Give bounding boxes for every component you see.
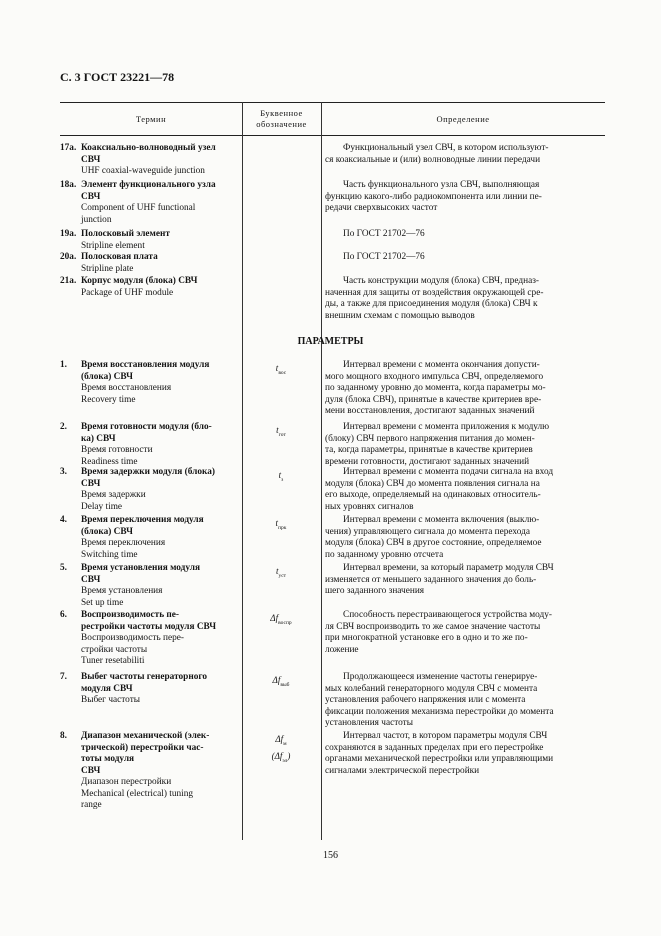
definition-line: Функциональный узел СВЧ, в котором используют- bbox=[343, 143, 549, 153]
term-synonym: Tuner resetabiliti bbox=[81, 656, 145, 666]
definition-line: фиксации положения механизма перестройки до момента bbox=[325, 706, 554, 717]
term-synonym: Component of UHF functional bbox=[81, 203, 196, 213]
term-name-bold: 18а. Элемент функционального узла bbox=[60, 180, 216, 190]
definition-line: ся коаксиальные и (или) волноводные линии передачи bbox=[325, 154, 541, 165]
letter-symbol: $t_з$ bbox=[278, 470, 284, 483]
term-name-bold: тоты модуля bbox=[81, 754, 135, 764]
term-number: 17а. bbox=[60, 143, 77, 153]
term-name-bold: 3. Время задержки модуля (блока) bbox=[60, 467, 215, 477]
term-synonym: range bbox=[81, 800, 102, 810]
definition-line: дуля (блока СВЧ), принятые в качестве критериев вре- bbox=[325, 394, 542, 405]
term-cell bbox=[60, 422, 240, 468]
definition-line: установления частоты bbox=[325, 718, 413, 728]
column-divider-right bbox=[321, 102, 322, 840]
definition-line: редачи сверхвысоких частот bbox=[325, 203, 438, 213]
term-cell bbox=[60, 252, 240, 275]
definition-line: чения) управляющего сигнала до момента перехода bbox=[325, 526, 530, 537]
definition-line: модуля (блока) СВЧ в другое состояние, определяемое bbox=[325, 538, 542, 548]
letter-symbol: $t_{вос}$ bbox=[275, 363, 287, 376]
definition-line: его выходе, определяемый на одинаковых относитель- bbox=[325, 490, 541, 500]
definition-cell bbox=[325, 610, 605, 656]
column-header-term: Термин bbox=[135, 114, 167, 124]
term-synonym: Switching time bbox=[81, 549, 138, 560]
term-cell bbox=[60, 143, 240, 178]
definition-line: наченная для защиты от воздействия окружающей сре- bbox=[325, 287, 544, 298]
definition-line: Часть функционального узла СВЧ, выполняющая bbox=[343, 180, 540, 190]
definition-line: Интервал частот, в котором параметры модуля СВЧ bbox=[343, 731, 548, 741]
definition-cell bbox=[325, 143, 605, 166]
term-synonym: Время задержки bbox=[81, 490, 146, 500]
section-title: ПАРАМЕТРЫ bbox=[297, 336, 364, 347]
term-synonym: junction bbox=[81, 214, 112, 225]
term-name-bold: 19а. Полосковый элемент bbox=[60, 229, 170, 239]
term-synonym: Выбег частоты bbox=[81, 695, 141, 705]
definition-cell bbox=[325, 515, 605, 561]
term-cell bbox=[60, 276, 240, 299]
page-number: 156 bbox=[323, 850, 338, 861]
definition-line: установления рабочего напряжения или с момента bbox=[325, 695, 526, 705]
definition-line: изменяется от меньшего заданного значения до боль- bbox=[325, 574, 537, 585]
letter-symbol: $\Delta f_{выб}$ bbox=[272, 675, 290, 688]
term-number: 6. bbox=[60, 610, 67, 620]
definition-line: внешним схемам с помощью выводов bbox=[325, 310, 475, 321]
definition-cell bbox=[325, 252, 605, 264]
term-name-bold: ка) СВЧ bbox=[81, 433, 116, 444]
term-synonym: Stripline element bbox=[81, 240, 145, 251]
term-number: 1. bbox=[60, 360, 67, 370]
definition-line: та, когда параметры, принятые в качестве критериев bbox=[325, 445, 533, 455]
definition-line: ложение bbox=[325, 644, 359, 655]
definition-line: (блоку) СВЧ первого напряжения питания до момен- bbox=[325, 433, 535, 444]
term-synonym: Stripline plate bbox=[81, 263, 134, 274]
definition-line: По ГОСТ 21702—76 bbox=[343, 229, 425, 239]
term-name-bold: 17а. Коаксиально-волноводный узел bbox=[60, 143, 216, 153]
term-synonym: UHF coaxial-waveguide junction bbox=[81, 166, 205, 176]
term-cell bbox=[60, 180, 240, 226]
term-synonym: Set up time bbox=[81, 597, 124, 608]
definition-line: ля СВЧ воспроизводить то же самое значение частоты bbox=[325, 621, 541, 632]
definition-line: функцию какого-либо радиокомпонента или линии пе- bbox=[325, 191, 542, 202]
term-number: 21а. bbox=[60, 276, 77, 286]
term-synonym: Recovery time bbox=[81, 394, 136, 405]
definition-cell bbox=[325, 180, 605, 215]
term-name-bold: 7. Выбег частоты генераторного bbox=[60, 672, 207, 682]
term-name-bold: 21а. Корпус модуля (блока) СВЧ bbox=[60, 276, 198, 286]
definition-line: времени готовности, достигают заданных значений bbox=[325, 456, 530, 467]
term-synonym: Readiness time bbox=[81, 456, 138, 467]
definition-line: сигналами электрической перестройки bbox=[325, 765, 480, 776]
letter-symbol: $t_{гот}$ bbox=[276, 425, 286, 438]
definition-line: ных уровнях сигналов bbox=[325, 501, 414, 512]
term-number: 7. bbox=[60, 672, 67, 682]
letter-symbol: $\Delta f_м$ $(\Delta f_{эл})$ bbox=[271, 734, 291, 764]
definition-line: по заданному уровню отсчета bbox=[325, 549, 444, 560]
letter-symbol: $t_{уст}$ bbox=[275, 566, 287, 579]
table-top-rule bbox=[60, 102, 605, 103]
term-name-bold: 8. Диапазон механической (элек- bbox=[60, 731, 210, 741]
term-name-bold: 20а. Полосковая плата bbox=[60, 252, 158, 262]
definition-line: Интервал времени с момента включения (выклю- bbox=[343, 515, 540, 525]
letter-symbol: $\Delta f_{воспр}$ bbox=[270, 613, 292, 626]
definition-line: мых колебаний генераторного модуля СВЧ с момента bbox=[325, 683, 538, 694]
definition-line: модуля (блока) СВЧ до момента появления сигнала на bbox=[325, 478, 540, 489]
definition-line: мого мощного входного импульса СВЧ, определяемого bbox=[325, 371, 544, 382]
definition-cell bbox=[325, 672, 605, 730]
term-synonym: Время готовности bbox=[81, 445, 153, 455]
definition-line: По ГОСТ 21702—76 bbox=[343, 252, 425, 262]
term-number: 8. bbox=[60, 731, 67, 741]
term-number: 4. bbox=[60, 515, 67, 525]
column-header-definition: Определение bbox=[436, 114, 490, 124]
term-name-bold: (блока) СВЧ bbox=[81, 371, 133, 382]
definition-line: по заданному уровню до момента, когда параметры мо- bbox=[325, 383, 546, 393]
letter-symbol: $t_{прк}$ bbox=[275, 518, 287, 531]
term-name-bold: модуля СВЧ bbox=[81, 683, 133, 694]
term-name-bold: СВЧ bbox=[81, 478, 101, 489]
term-cell bbox=[60, 731, 240, 812]
term-name-bold: 4. Время переключения модуля bbox=[60, 515, 204, 525]
term-number: 19а. bbox=[60, 229, 77, 239]
table-header-rule bbox=[60, 135, 605, 136]
term-synonym: Время восстановления bbox=[81, 383, 172, 393]
definition-line: Интервал времени с момента подачи сигнала на вход bbox=[343, 467, 554, 477]
term-synonym: Воспроизводимость пере- bbox=[81, 633, 185, 643]
definition-line: ды, а также для присоединения модуля (блока) СВЧ к bbox=[325, 299, 538, 309]
term-number: 3. bbox=[60, 467, 67, 477]
term-cell bbox=[60, 229, 240, 252]
term-number: 2. bbox=[60, 422, 67, 432]
term-cell bbox=[60, 360, 240, 406]
term-number: 18а. bbox=[60, 180, 77, 190]
column-header-symbol: Буквенное обозначение bbox=[256, 108, 307, 129]
term-cell bbox=[60, 515, 240, 561]
definition-cell bbox=[325, 422, 605, 468]
term-name-bold: СВЧ bbox=[81, 191, 101, 202]
term-name-bold: СВЧ bbox=[81, 574, 101, 585]
term-name-bold: СВЧ bbox=[81, 765, 101, 776]
definition-line: мени восстановления, достигают заданных значений bbox=[325, 406, 535, 416]
definition-line: шего заданного значения bbox=[325, 586, 425, 596]
term-name-bold: 6. Воспроизводимость пе- bbox=[60, 610, 180, 620]
term-synonym: Delay time bbox=[81, 501, 123, 512]
term-synonym: стройки частоты bbox=[81, 644, 148, 655]
term-cell bbox=[60, 672, 240, 707]
definition-line: органами механической перестройки или управляющими bbox=[325, 754, 554, 764]
term-name-bold: (блока) СВЧ bbox=[81, 526, 133, 537]
definition-line: Интервал времени с момента приложения к модулю bbox=[343, 422, 550, 432]
definition-line: Часть конструкции модуля (блока) СВЧ, предназ- bbox=[343, 276, 539, 286]
term-name-bold: 2. Время готовности модуля (бло- bbox=[60, 422, 212, 432]
term-name-bold: рестройки частоты модуля СВЧ bbox=[81, 621, 217, 632]
page-header: С. 3 ГОСТ 23221—78 bbox=[60, 70, 175, 84]
definition-cell bbox=[325, 229, 605, 241]
definition-cell bbox=[325, 360, 605, 418]
definition-cell bbox=[325, 563, 605, 598]
term-name-bold: 1. Время восстановления модуля bbox=[60, 360, 210, 370]
definition-line: Продолжающееся изменение частоты генерируе- bbox=[343, 672, 538, 682]
definition-cell bbox=[325, 467, 605, 513]
definition-cell bbox=[325, 276, 605, 322]
definition-line: Интервал времени с момента окончания допусти- bbox=[343, 360, 540, 370]
term-name-bold: 5. Время установления модуля bbox=[60, 563, 201, 573]
term-cell bbox=[60, 563, 240, 609]
term-number: 20а. bbox=[60, 252, 77, 262]
definition-cell bbox=[325, 731, 605, 777]
term-synonym: Package of UHF module bbox=[81, 287, 174, 298]
term-synonym: Диапазон перестройки bbox=[81, 777, 172, 787]
term-name-bold: СВЧ bbox=[81, 154, 101, 165]
term-number: 5. bbox=[60, 563, 67, 573]
definition-line: Способность перестраивающегося устройства моду- bbox=[343, 610, 553, 620]
term-cell bbox=[60, 610, 240, 668]
definition-line: сохраняются в заданных пределах при его перестройке bbox=[325, 742, 544, 753]
term-synonym: Mechanical (electrical) tuning bbox=[81, 788, 194, 799]
definition-line: при многократной установке его в одно и то же по- bbox=[325, 633, 528, 643]
term-cell bbox=[60, 467, 240, 513]
definition-line: Интервал времени, за который параметр модуля СВЧ bbox=[343, 563, 554, 573]
term-synonym: Время переключения bbox=[81, 538, 166, 548]
term-synonym: Время установления bbox=[81, 586, 163, 596]
term-name-bold: трической) перестройки час- bbox=[81, 742, 204, 753]
